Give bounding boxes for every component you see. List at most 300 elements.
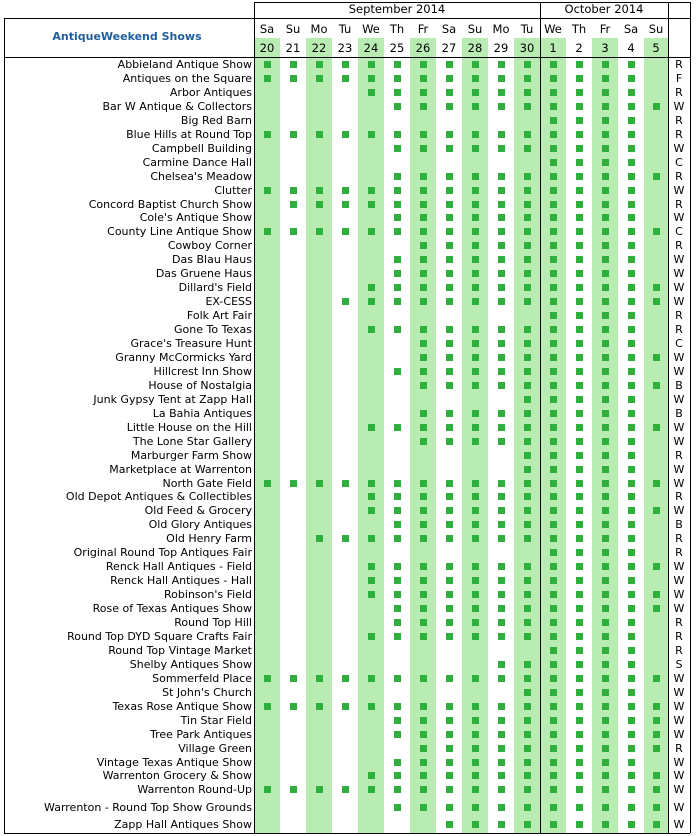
open-day-marker [653, 173, 660, 180]
open-day-marker [628, 354, 635, 361]
open-day-marker [628, 452, 635, 459]
show-name: Big Red Barn [180, 114, 252, 126]
open-day-marker [653, 745, 660, 752]
open-day-marker [446, 354, 453, 361]
open-day-marker [472, 507, 479, 514]
open-day-marker [602, 382, 609, 389]
day-of-week: Mo [310, 24, 328, 36]
show-code: W [673, 365, 685, 377]
open-day-marker [472, 759, 479, 766]
open-day-marker [602, 424, 609, 431]
open-day-marker [524, 173, 531, 180]
open-day-marker [602, 103, 609, 110]
open-day-marker [394, 298, 401, 305]
open-day-marker [524, 804, 531, 811]
open-day-marker [550, 675, 557, 682]
open-day-marker [602, 675, 609, 682]
open-day-marker [602, 214, 609, 221]
open-day-marker [550, 326, 557, 333]
open-day-marker [420, 745, 427, 752]
grid-line [690, 2, 691, 833]
open-day-marker [368, 75, 375, 82]
show-code: W [673, 282, 685, 294]
open-day-marker [550, 731, 557, 738]
open-day-marker [498, 89, 505, 96]
open-day-marker [446, 187, 453, 194]
open-day-marker [420, 298, 427, 305]
day-of-week: Tu [338, 24, 352, 36]
open-day-marker [420, 493, 427, 500]
open-day-marker [653, 298, 660, 305]
open-day-marker [524, 689, 531, 696]
open-day-marker [602, 340, 609, 347]
show-name: Cowboy Corner [167, 240, 252, 252]
show-code: B [675, 379, 683, 391]
open-day-marker [550, 689, 557, 696]
open-day-marker [653, 804, 660, 811]
day-number: 27 [441, 43, 457, 55]
open-day-marker [524, 326, 531, 333]
open-day-marker [498, 717, 505, 724]
open-day-marker [550, 493, 557, 500]
show-code: R [675, 240, 683, 252]
open-day-marker [420, 410, 427, 417]
open-day-marker [264, 675, 271, 682]
open-day-marker [524, 61, 531, 68]
open-day-marker [342, 187, 349, 194]
show-name: Das Gruene Haus [155, 268, 252, 280]
open-day-marker [524, 675, 531, 682]
open-day-marker [550, 256, 557, 263]
open-day-marker [446, 256, 453, 263]
open-day-marker [420, 786, 427, 793]
day-number: 4 [627, 43, 635, 55]
open-day-marker [576, 452, 583, 459]
day-number: 26 [415, 43, 431, 55]
open-day-marker [368, 577, 375, 584]
open-day-marker [498, 633, 505, 640]
open-day-marker [628, 786, 635, 793]
open-day-marker [602, 717, 609, 724]
open-day-marker [524, 131, 531, 138]
open-day-marker [498, 201, 505, 208]
open-day-marker [394, 131, 401, 138]
open-day-marker [550, 605, 557, 612]
open-day-marker [472, 577, 479, 584]
open-day-marker [602, 201, 609, 208]
open-day-marker [498, 507, 505, 514]
open-day-marker [628, 424, 635, 431]
show-code: R [675, 742, 683, 754]
show-name: Campbell Building [151, 142, 252, 154]
show-name: Old Feed & Grocery [144, 505, 252, 517]
open-day-marker [498, 731, 505, 738]
open-day-marker [653, 731, 660, 738]
open-day-marker [628, 89, 635, 96]
open-day-marker [550, 187, 557, 194]
show-name: Round Top Hill [174, 617, 252, 628]
open-day-marker [576, 703, 583, 710]
open-day-marker [342, 480, 349, 487]
day-of-week: We [544, 24, 562, 36]
open-day-marker [524, 382, 531, 389]
open-day-marker [524, 745, 531, 752]
open-day-marker [653, 382, 660, 389]
open-day-marker [446, 717, 453, 724]
open-day-marker [394, 759, 401, 766]
open-day-marker [446, 368, 453, 375]
open-day-marker [524, 821, 531, 828]
open-day-marker [446, 61, 453, 68]
open-day-marker [602, 396, 609, 403]
open-day-marker [628, 410, 635, 417]
open-day-marker [316, 675, 323, 682]
open-day-marker [576, 717, 583, 724]
open-day-marker [498, 745, 505, 752]
open-day-marker [394, 772, 401, 779]
open-day-marker [576, 438, 583, 445]
open-day-marker [394, 326, 401, 333]
open-day-marker [446, 89, 453, 96]
open-day-marker [602, 661, 609, 668]
show-code: W [673, 142, 685, 154]
open-day-marker [420, 214, 427, 221]
open-day-marker [394, 535, 401, 542]
show-name: St John's Church [162, 686, 252, 698]
open-day-marker [368, 786, 375, 793]
open-day-marker [628, 75, 635, 82]
open-day-marker [420, 521, 427, 528]
open-day-marker [653, 103, 660, 110]
open-day-marker [498, 187, 505, 194]
open-day-marker [628, 368, 635, 375]
open-day-marker [316, 187, 323, 194]
open-day-marker [472, 89, 479, 96]
open-day-marker [628, 298, 635, 305]
open-day-marker [394, 214, 401, 221]
open-day-marker [446, 745, 453, 752]
open-day-marker [653, 354, 660, 361]
open-day-marker [498, 480, 505, 487]
open-day-marker [472, 619, 479, 626]
open-day-marker [420, 187, 427, 194]
open-day-marker [446, 821, 453, 828]
open-day-marker [576, 633, 583, 640]
open-day-marker [524, 759, 531, 766]
grid-line [4, 57, 690, 58]
open-day-marker [524, 535, 531, 542]
open-day-marker [550, 298, 557, 305]
open-day-marker [576, 61, 583, 68]
open-day-marker [472, 410, 479, 417]
open-day-marker [420, 633, 427, 640]
open-day-marker [472, 354, 479, 361]
open-day-marker [524, 591, 531, 598]
open-day-marker [524, 619, 531, 626]
open-day-marker [550, 507, 557, 514]
open-day-marker [498, 821, 505, 828]
open-day-marker [446, 804, 453, 811]
open-day-marker [550, 480, 557, 487]
open-day-marker [394, 619, 401, 626]
open-day-marker [420, 507, 427, 514]
open-day-marker [498, 145, 505, 152]
open-day-marker [576, 173, 583, 180]
open-day-marker [264, 187, 271, 194]
open-day-marker [550, 703, 557, 710]
open-day-marker [602, 745, 609, 752]
open-day-marker [498, 61, 505, 68]
day-number: 1 [549, 43, 557, 55]
open-day-marker [498, 772, 505, 779]
open-day-marker [628, 201, 635, 208]
show-code: R [675, 644, 683, 656]
open-day-marker [368, 703, 375, 710]
show-code: F [675, 72, 683, 84]
open-day-marker [576, 228, 583, 235]
open-day-marker [602, 507, 609, 514]
show-name: House of Nostalgia [148, 379, 252, 391]
open-day-marker [394, 228, 401, 235]
open-day-marker [550, 131, 557, 138]
open-day-marker [446, 103, 453, 110]
open-day-marker [342, 201, 349, 208]
grid-line [668, 2, 669, 833]
open-day-marker [628, 759, 635, 766]
open-day-marker [394, 424, 401, 431]
show-name: Arbor Antiques [169, 86, 252, 98]
show-code: R [675, 630, 683, 642]
open-day-marker [602, 521, 609, 528]
open-day-marker [368, 298, 375, 305]
open-day-marker [290, 228, 297, 235]
day-of-week: Sa [623, 24, 639, 36]
open-day-marker [602, 438, 609, 445]
show-name: Chelsea's Meadow [150, 170, 252, 182]
show-code: R [675, 128, 683, 140]
show-code: R [675, 449, 683, 461]
show-name: Shelby Antiques Show [129, 658, 252, 670]
open-day-marker [472, 256, 479, 263]
open-day-marker [498, 703, 505, 710]
open-day-marker [653, 480, 660, 487]
month-header: October 2014 [564, 4, 644, 16]
open-day-marker [498, 535, 505, 542]
open-day-marker [550, 61, 557, 68]
open-day-marker [524, 605, 531, 612]
open-day-marker [602, 284, 609, 291]
open-day-marker [394, 173, 401, 180]
open-day-marker [394, 577, 401, 584]
open-day-marker [576, 563, 583, 570]
open-day-marker [498, 591, 505, 598]
show-code: R [675, 114, 683, 126]
show-name: Das Blau Haus [172, 254, 252, 266]
open-day-marker [602, 647, 609, 654]
open-day-marker [420, 354, 427, 361]
open-day-marker [446, 438, 453, 445]
open-day-marker [653, 786, 660, 793]
open-day-marker [602, 605, 609, 612]
open-day-marker [602, 577, 609, 584]
open-day-marker [550, 577, 557, 584]
open-day-marker [316, 61, 323, 68]
grid-line [4, 18, 5, 833]
open-day-marker [653, 717, 660, 724]
open-day-marker [602, 117, 609, 124]
open-day-marker [550, 745, 557, 752]
open-day-marker [602, 298, 609, 305]
open-day-marker [316, 703, 323, 710]
open-day-marker [602, 703, 609, 710]
open-day-marker [550, 821, 557, 828]
green-column-bg [254, 57, 280, 833]
show-name: Tin Star Field [180, 714, 252, 726]
open-day-marker [472, 131, 479, 138]
open-day-marker [628, 772, 635, 779]
open-day-marker [576, 270, 583, 277]
show-code: W [673, 770, 685, 782]
open-day-marker [550, 145, 557, 152]
show-code: W [673, 254, 685, 266]
open-day-marker [628, 689, 635, 696]
open-day-marker [576, 605, 583, 612]
open-day-marker [368, 480, 375, 487]
day-number: 24 [363, 43, 379, 55]
open-day-marker [524, 633, 531, 640]
open-day-marker [602, 159, 609, 166]
open-day-marker [472, 75, 479, 82]
open-day-marker [602, 89, 609, 96]
open-day-marker [290, 187, 297, 194]
month-header: September 2014 [348, 4, 446, 16]
open-day-marker [472, 61, 479, 68]
day-of-week: Fr [417, 24, 429, 36]
show-name: Gone To Texas [174, 324, 252, 336]
open-day-marker [550, 242, 557, 249]
grid-line [4, 18, 690, 19]
open-day-marker [576, 549, 583, 556]
open-day-marker [420, 242, 427, 249]
open-day-marker [498, 786, 505, 793]
open-day-marker [628, 675, 635, 682]
show-name: Dillard's Field [178, 282, 252, 294]
show-code: R [675, 533, 683, 545]
open-day-marker [576, 382, 583, 389]
open-day-marker [524, 368, 531, 375]
open-day-marker [368, 563, 375, 570]
open-day-marker [524, 187, 531, 194]
show-name: Marketplace at Warrenton [109, 463, 252, 475]
open-day-marker [524, 717, 531, 724]
show-name: Old Glory Antiques [148, 519, 252, 531]
open-day-marker [420, 563, 427, 570]
open-day-marker [576, 689, 583, 696]
open-day-marker [368, 228, 375, 235]
open-day-marker [602, 326, 609, 333]
open-day-marker [576, 145, 583, 152]
open-day-marker [472, 521, 479, 528]
open-day-marker [472, 786, 479, 793]
open-day-marker [368, 201, 375, 208]
open-day-marker [576, 187, 583, 194]
day-of-week: Sa [259, 24, 275, 36]
show-name: Blue Hills at Round Top [126, 128, 252, 140]
show-code: W [673, 477, 685, 489]
open-day-marker [342, 61, 349, 68]
open-day-marker [524, 256, 531, 263]
open-day-marker [602, 173, 609, 180]
open-day-marker [498, 577, 505, 584]
open-day-marker [472, 145, 479, 152]
open-day-marker [472, 675, 479, 682]
open-day-marker [653, 424, 660, 431]
open-day-marker [550, 228, 557, 235]
open-day-marker [524, 772, 531, 779]
open-day-marker [628, 159, 635, 166]
open-day-marker [394, 493, 401, 500]
open-day-marker [550, 717, 557, 724]
open-day-marker [264, 131, 271, 138]
open-day-marker [342, 75, 349, 82]
open-day-marker [576, 159, 583, 166]
open-day-marker [524, 354, 531, 361]
open-day-marker [653, 821, 660, 828]
open-day-marker [316, 535, 323, 542]
open-day-marker [342, 298, 349, 305]
open-day-marker [368, 284, 375, 291]
open-day-marker [602, 772, 609, 779]
open-day-marker [420, 424, 427, 431]
open-day-marker [498, 256, 505, 263]
show-name: Vintage Texas Antique Show [96, 756, 252, 768]
open-day-marker [628, 563, 635, 570]
open-day-marker [628, 312, 635, 319]
open-day-marker [576, 89, 583, 96]
open-day-marker [628, 228, 635, 235]
show-code: W [673, 268, 685, 280]
open-day-marker [576, 396, 583, 403]
open-day-marker [628, 647, 635, 654]
open-day-marker [550, 368, 557, 375]
open-day-marker [628, 605, 635, 612]
open-day-marker [498, 368, 505, 375]
open-day-marker [550, 382, 557, 389]
open-day-marker [394, 675, 401, 682]
open-day-marker [602, 131, 609, 138]
open-day-marker [653, 563, 660, 570]
show-name: Zapp Hall Antiques Show [114, 819, 252, 831]
open-day-marker [394, 201, 401, 208]
show-code: W [673, 393, 685, 405]
open-day-marker [576, 804, 583, 811]
open-day-marker [420, 326, 427, 333]
open-day-marker [602, 75, 609, 82]
show-code: W [673, 575, 685, 587]
open-day-marker [420, 703, 427, 710]
open-day-marker [524, 284, 531, 291]
open-day-marker [472, 591, 479, 598]
open-day-marker [550, 619, 557, 626]
open-day-marker [264, 61, 271, 68]
open-day-marker [576, 535, 583, 542]
open-day-marker [472, 173, 479, 180]
open-day-marker [524, 703, 531, 710]
open-day-marker [446, 424, 453, 431]
open-day-marker [576, 131, 583, 138]
open-day-marker [524, 438, 531, 445]
open-day-marker [524, 214, 531, 221]
